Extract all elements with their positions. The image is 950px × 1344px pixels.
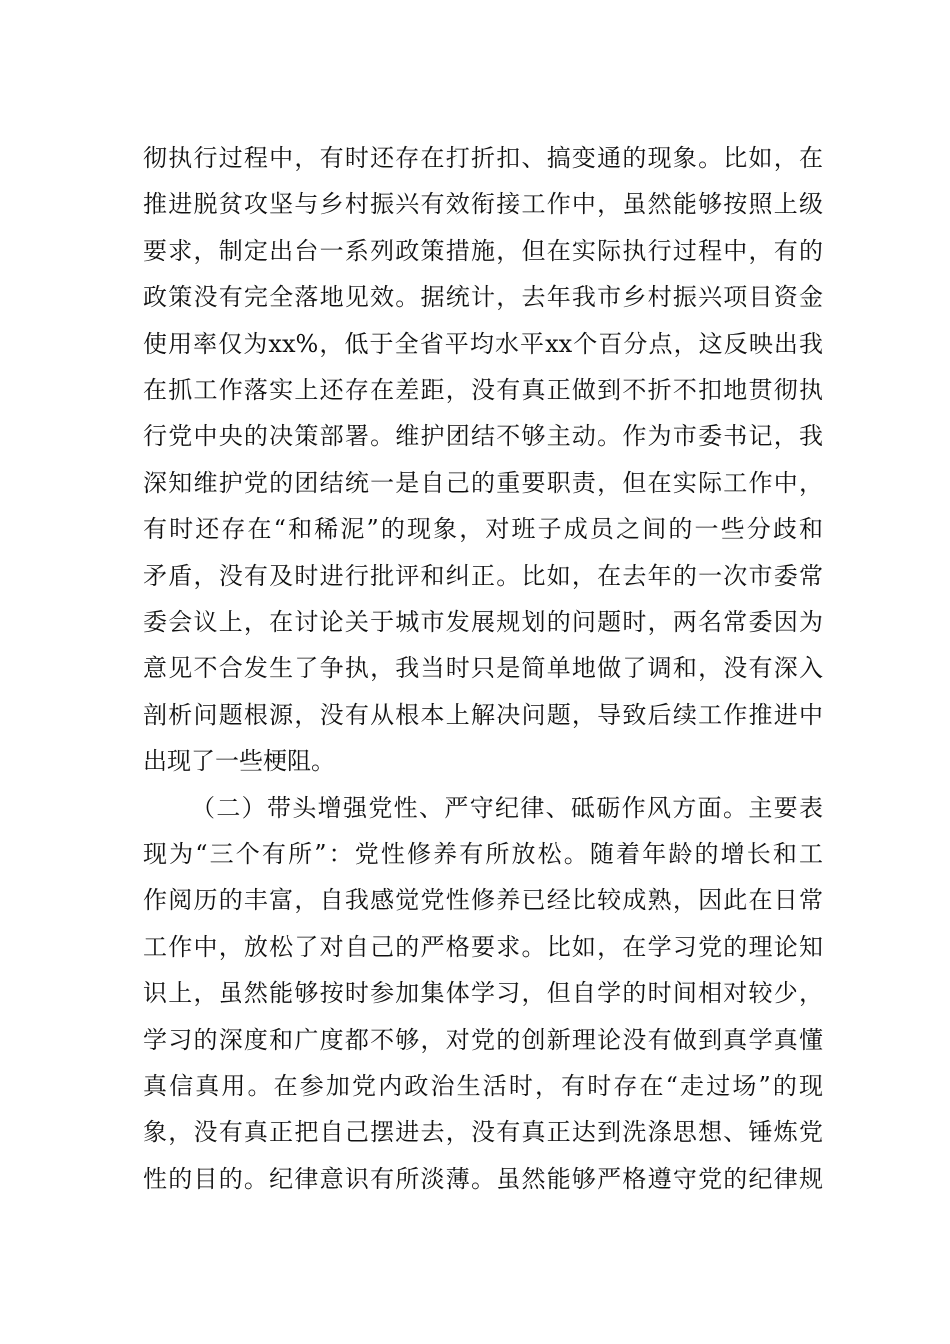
paragraph-1-line: 矛盾，没有及时进行批评和纠正。比如，在去年的一次市委常 — [143, 561, 823, 590]
paragraph-1-line: 使用率仅为xx%，低于全省平均水平xx个百分点，这反映出我 — [143, 329, 823, 358]
paragraph-2-line: 现为“三个有所”：党性修养有所放松。随着年龄的增长和工 — [143, 840, 823, 868]
paragraph-1-line: 行党中央的决策部署。维护团结不够主动。作为市委书记，我 — [143, 422, 823, 451]
paragraph-1-line: 深知维护党的团结统一是自己的重要职责，但在实际工作中， — [143, 468, 823, 497]
paragraph-1-line: 在抓工作落实上还存在差距，没有真正做到不折不扣地贯彻执 — [143, 376, 823, 404]
paragraph-2-line: 象，没有真正把自己摆进去，没有真正达到洗涤思想、锤炼党 — [143, 1118, 823, 1147]
paragraph-2-line: 性的目的。纪律意识有所淡薄。虽然能够严格遵守党的纪律规 — [143, 1164, 823, 1193]
paragraph-1-line: 意见不合发生了争执，我当时只是简单地做了调和，没有深入 — [143, 654, 823, 683]
paragraph-1-line: 剖析问题根源，没有从根本上解决问题，导致后续工作推进中 — [143, 700, 823, 729]
paragraph-2-line: 真信真用。在参加党内政治生活时，有时存在“走过场”的现 — [143, 1072, 823, 1100]
paragraph-2-line: 学习的深度和广度都不够，对党的创新理论没有做到真学真懂 — [143, 1025, 823, 1054]
paragraph-2-line: 识上，虽然能够按时参加集体学习，但自学的时间相对较少， — [143, 979, 823, 1008]
paragraph-1-line: 政策没有完全落地见效。据统计，去年我市乡村振兴项目资金 — [143, 283, 823, 312]
paragraph-1-line: 出现了一些梗阻。 — [143, 747, 335, 776]
paragraph-1-line: 要求，制定出台一系列政策措施，但在实际执行过程中，有的 — [143, 236, 823, 265]
paragraph-1-line: 彻执行过程中，有时还存在打折扣、搞变通的现象。比如，在 — [143, 144, 823, 172]
paragraph-1-line: 有时还存在“和稀泥”的现象，对班子成员之间的一些分歧和 — [143, 515, 823, 544]
paragraph-2-line: 作阅历的丰富，自我感觉党性修养已经比较成熟，因此在日常 — [143, 886, 823, 915]
paragraph-2-line: （二）带头增强党性、严守纪律、砥砺作风方面。主要表 — [191, 793, 823, 822]
paragraph-2-line: 工作中，放松了对自己的严格要求。比如，在学习党的理论知 — [143, 932, 823, 961]
paragraph-1-line: 委会议上，在讨论关于城市发展规划的问题时，两名常委因为 — [143, 608, 823, 636]
paragraph-1-line: 推进脱贫攻坚与乡村振兴有效衔接工作中，虽然能够按照上级 — [143, 190, 823, 219]
